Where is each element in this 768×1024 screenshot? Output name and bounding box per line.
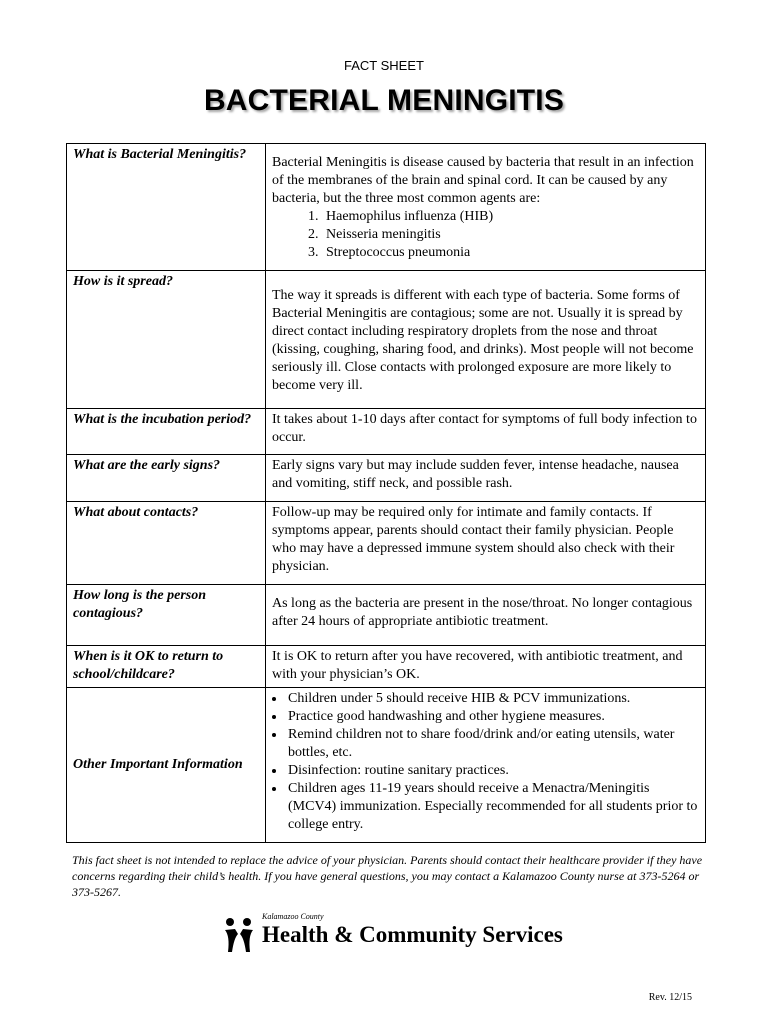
list-item: 2. Neisseria meningitis xyxy=(322,226,699,244)
list-item: • Children under 5 should receive HIB & PCV immunizations. xyxy=(286,690,699,708)
answer-cell xyxy=(266,455,706,502)
question-cell xyxy=(67,688,266,843)
table-row xyxy=(67,455,706,502)
answer-cell xyxy=(266,409,706,455)
question-cell xyxy=(67,646,266,688)
answer-text: It takes about 1-10 days after contact for symptoms of full body infection to occur. xyxy=(272,412,697,445)
revision-label: Rev. 12/15 xyxy=(648,992,692,1003)
page-title: BACTERIAL MENINGITIS xyxy=(203,84,565,117)
list-item: 3. Streptococcus pneumonia xyxy=(322,244,699,262)
fact-sheet-label: FACT SHEET xyxy=(344,58,424,73)
list-item: • Practice good handwashing and other hygiene measures. xyxy=(286,708,699,726)
table-row xyxy=(67,502,706,585)
list-item: • Children ages 11-19 years should receive a Menactra/Meningitis (MCV4) immunization. Especially recommended for all students prior to college entry. xyxy=(286,780,699,834)
question-cell xyxy=(67,455,266,502)
question-text: Other Important Information xyxy=(73,757,243,772)
question-text: What is the incubation period? xyxy=(73,412,252,427)
agent-list xyxy=(272,208,699,262)
logo-county: Kalamazoo County xyxy=(262,912,324,921)
question-cell xyxy=(67,144,266,271)
table-row xyxy=(67,585,706,646)
question-cell xyxy=(67,585,266,646)
table-row xyxy=(67,646,706,688)
logo-agency-name: Health & Community Services xyxy=(262,922,563,947)
answer-text: As long as the bacteria are present in the nose/throat. No longer contagious after 24 hours of appropriate antibiotic treatment. xyxy=(272,596,693,629)
answer-text: The way it spreads is different with each type of bacteria. Some forms of Bacterial Meningitis are contagious; some are not. Usually it is spread by direct contact including respiratory droplets from the nose and throat (kissing, coughing, sharing food, and drinks). Most people will not become seriously ill. Close contacts with prolonged exposure are more likely to become very ill. xyxy=(272,288,694,393)
fact-table xyxy=(66,143,706,843)
question-text: How is it spread? xyxy=(73,274,173,289)
answer-text: Early signs vary but may include sudden fever, intense headache, nausea and vomiting, stiff neck, and possible rash. xyxy=(272,458,679,491)
answer-cell xyxy=(266,271,706,409)
question-text: What are the early signs? xyxy=(73,458,221,473)
answer-cell xyxy=(266,144,706,271)
answer-cell xyxy=(266,502,706,585)
answer-text: Bacterial Meningitis is disease caused by bacteria that result in an infection of the membranes of the brain and spinal cord. It can be caused by any bacteria, but the three most common agents are: xyxy=(272,155,694,206)
answer-cell xyxy=(266,585,706,646)
list-item: • Remind children not to share food/drink and/or eating utensils, water bottles, etc. xyxy=(286,726,699,762)
table-row xyxy=(67,144,706,271)
question-text: What about contacts? xyxy=(73,505,199,520)
answer-text: It is OK to return after you have recovered, with antibiotic treatment, and with your physician’s OK. xyxy=(272,649,683,682)
question-cell xyxy=(67,271,266,409)
question-text: When is it OK to return to school/childcare? xyxy=(73,649,224,682)
info-bullet-list xyxy=(272,690,699,834)
answer-text: Follow-up may be required only for intimate and family contacts. If symptoms appear, parents should contact their family physician. People who may have a depressed immune system should also check with their physician. xyxy=(272,505,675,574)
question-text: How long is the person contagious? xyxy=(73,588,207,621)
question-cell xyxy=(67,502,266,585)
table-row xyxy=(67,688,706,843)
list-item: • Disinfection: routine sanitary practices. xyxy=(286,762,699,780)
list-item: 1. Haemophilus influenza (HIB) xyxy=(322,208,699,226)
table-row xyxy=(67,271,706,409)
answer-cell xyxy=(266,688,706,843)
answer-cell xyxy=(266,646,706,688)
disclaimer: This fact sheet is not intended to replace the advice of your physician. Parents should contact their healthcare provider if they have concerns regarding their child’s health. If you have general questions, you may contact a Kalamazoo County nurse at 373-5264 or 373-5267. xyxy=(72,853,703,899)
question-text: What is Bacterial Meningitis? xyxy=(73,147,247,162)
agency-logo xyxy=(222,912,562,956)
figures-icon xyxy=(222,914,256,954)
question-cell xyxy=(67,409,266,455)
table-row xyxy=(67,409,706,455)
